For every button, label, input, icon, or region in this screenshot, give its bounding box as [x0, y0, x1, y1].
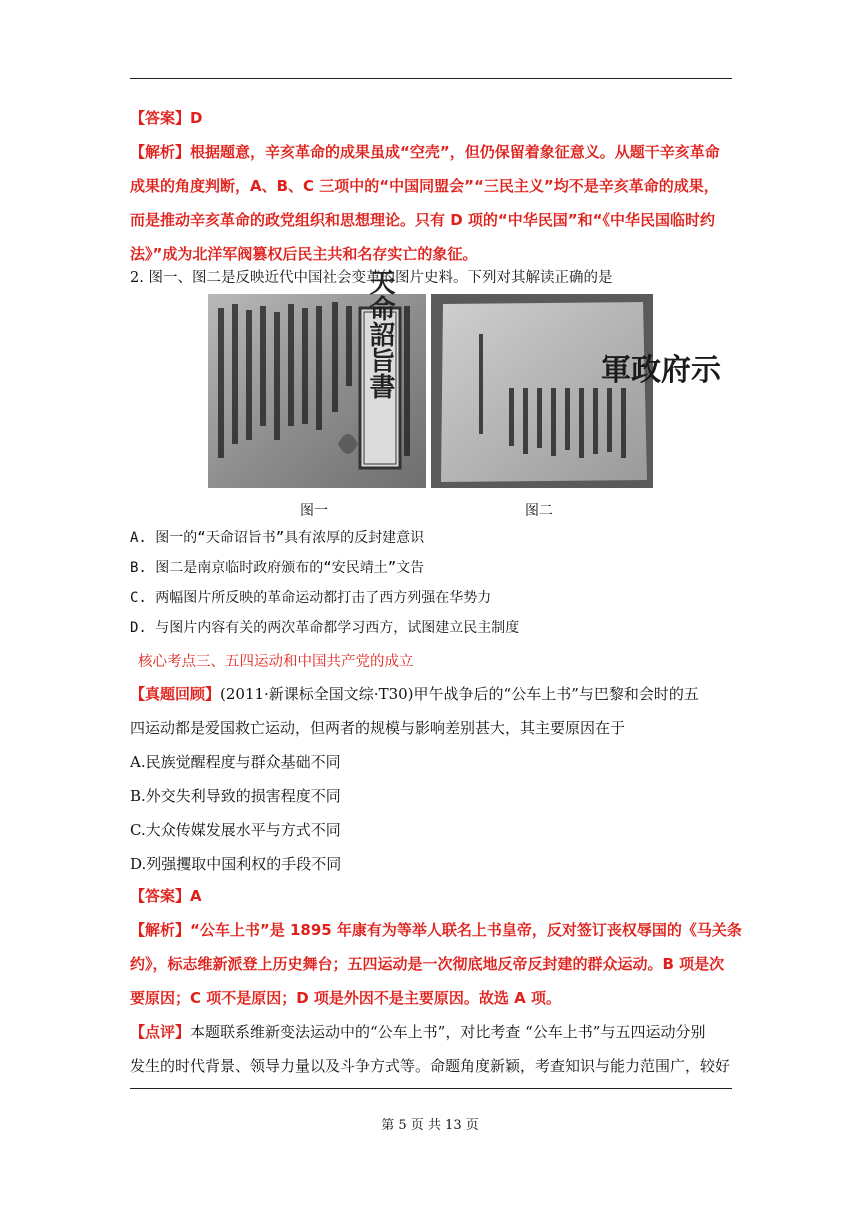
- header-rule: [130, 78, 732, 79]
- analysis-3-line-1: 【解析】“公车上书”是 1895 年康有为等举人联名上书皇帝，反对签订丧权辱国的《马关条: [130, 921, 742, 939]
- comment-line-1: 【点评】本题联系维新变法运动中的“公车上书”，对比考查 “公车上书”与五四运动分别: [130, 1023, 706, 1041]
- question-3-option-d: D.列强攫取中国利权的手段不同: [130, 855, 342, 873]
- figure-2-seal-text: 軍政府示: [601, 353, 721, 388]
- question-2-stem: 2. 图一、图二是反映近代中国社会变革的图片史料。下列对其解读正确的是: [130, 270, 613, 286]
- answer-1: 【答案】D: [130, 109, 203, 127]
- question-3-option-b: B.外交失利导致的损害程度不同: [130, 787, 341, 805]
- question-2-option-a: A. 图一的“天命诏旨书”具有浓厚的反封建意识: [130, 530, 425, 546]
- question-2-option-b: B. 图二是南京临时政府颁布的“安民靖土”文告: [130, 560, 425, 576]
- question-2-option-c: C. 两幅图片所反映的革命运动都打击了西方列强在华势力: [130, 590, 492, 606]
- page-number: 第 5 页 共 13 页: [381, 1118, 479, 1133]
- analysis-1-line-3: 而是推动辛亥革命的政党组织和思想理论。只有 D 项的“中华民国”和“《中华民国临时约: [130, 211, 715, 229]
- analysis-1-line-2: 成果的角度判断，A、B、C 三项中的“中国同盟会”“三民主义”均不是辛亥革命的成果，: [130, 177, 719, 195]
- comment-line-2: 发生的时代背景、领导力量以及斗争方式等。命题角度新颖，考查知识与能力范围广，较好: [130, 1057, 731, 1075]
- figure-1-caption: 图一: [300, 503, 328, 519]
- figure-2-image: [431, 294, 721, 488]
- footer-rule: [130, 1088, 732, 1089]
- analysis-1-line-1: 【解析】根据题意，辛亥革命的成果虽成“空壳”，但仍保留着象征意义。从题干辛亥革命: [130, 143, 720, 161]
- analysis-3-line-2: 约》，标志维新派登上历史舞台；五四运动是一次彻底地反帝反封建的群众运动。B 项是次: [130, 955, 725, 973]
- analysis-3-line-3: 要原因；C 项不是原因；D 项是外因不是主要原因。故选 A 项。: [130, 989, 561, 1007]
- review-line-2: 四运动都是爱国救亡运动，但两者的规模与影响差别甚大，其主要原因在于: [130, 719, 626, 737]
- figure-1-image: [208, 269, 426, 488]
- review-line-1: 【真题回顾】(2011·新课标全国文综·T30)甲午战争后的“公车上书”与巴黎和会时的五: [130, 685, 699, 703]
- question-2-option-d: D. 与图片内容有关的两次革命都学习西方，试图建立民主制度: [130, 620, 520, 636]
- analysis-1-line-4: 法》”成为北洋军阀篡权后民主共和名存实亡的象征。: [130, 245, 478, 263]
- section-3-heading: 核心考点三、五四运动和中国共产党的成立: [138, 654, 414, 670]
- question-3-option-a: A.民族觉醒程度与群众基础不同: [130, 753, 341, 771]
- figure-2-caption: 图二: [525, 503, 553, 519]
- question-3-option-c: C.大众传媒发展水平与方式不同: [130, 821, 341, 839]
- answer-3: 【答案】A: [130, 887, 202, 905]
- figure-1-seal-text: 天命詔旨書: [365, 269, 395, 399]
